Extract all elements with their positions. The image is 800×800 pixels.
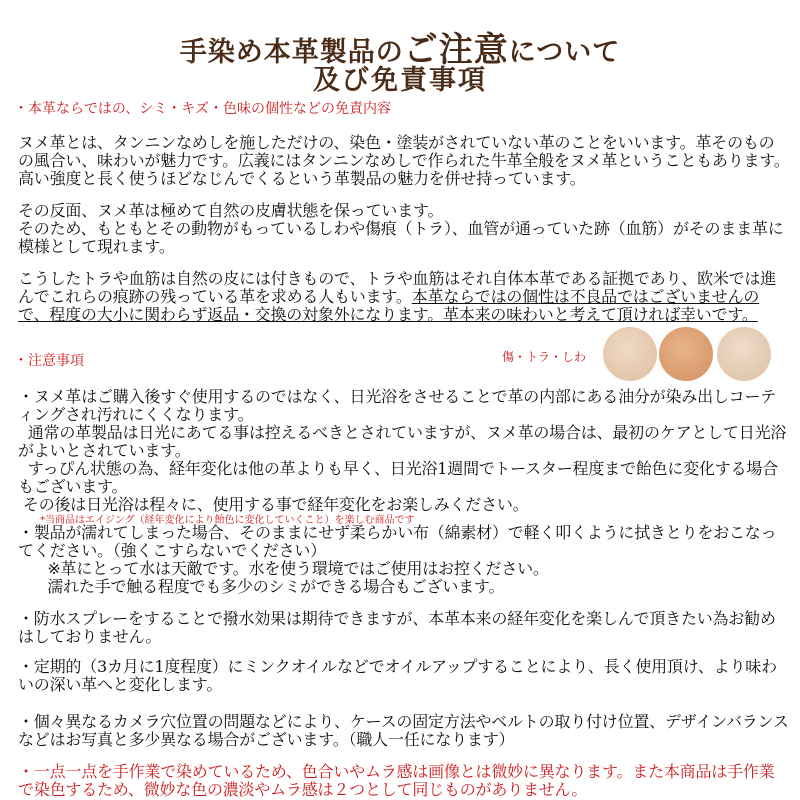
leather-swatch-tora — [659, 327, 713, 381]
note-oil-up: ・定期的（3カ月に1度程度）にミンクオイルなどでオイルアップすることにより、長く使用頂け、より味わいの深い革へと変化します。 — [18, 657, 777, 694]
paragraph-nume-leather: ヌメ革とは、タンニンなめしを施しただけの、染色・塗装がされていない革のことをいいます。革そのものの風合い、味わいが魅力です。広義にはタンニンなめしで作られた牛革全般をヌメ革ということもあります。高い強度と長く使うほどなじんでくるという革製品の魅力を併せ持っています。 — [18, 133, 790, 188]
title-part-3: について — [508, 37, 621, 68]
leather-swatch-scratch — [603, 327, 657, 381]
swatch-label: 傷・トラ・しわ — [502, 350, 587, 364]
page-subtitle: 及び免責事項 — [313, 65, 487, 96]
note-waterproof-spray: ・防水スプレーをすることで撥水効果は期待できますが、本革本来の経年変化を楽しんで頂きたい為お勧めはしておりません。 — [18, 609, 776, 646]
paragraph-natural-skin: その反面、ヌメ革は極めて自然の皮膚状態を保っています。 そのため、もともとその動物がもっているしわや傷痕（トラ）、血管が通っていた跡（血筋）がそのまま革に模様として現れます。 — [18, 201, 784, 256]
section-heading-disclaimer: ・本革ならではの、シミ・キズ・色味の個性などの免責内容 — [14, 101, 392, 117]
section-heading-notes: ・注意事項 — [14, 353, 84, 369]
no-return-notice: 本革ならではの個性は不良品ではございませんので、程度の大小に関わらず返品・交換の対象外になります。革本来の味わいと考えて頂ければ幸いです。 — [18, 287, 760, 324]
paragraph-tora-text: こうしたトラや血筋は自然の皮には付きもので、トラや血筋はそれ自体本革である証拠であり、欧米では進んでこれらの痕跡の残っている革を求める人もいます。 — [18, 269, 777, 306]
paragraph-tora-veins — [18, 270, 790, 324]
note-sunbathing: ・ヌメ革はご購入後すぐ使用するのではなく、日光浴をさせることで革の内部にある油分が染み出しコーティングされ汚れにくくなります。 通常の革製品は日光にあてる事は控えるべきとされていますが、ヌメ革の場合は、最初のケアとして日光浴がよいとされています。 すっぴん状態の為、経年変化は他の革よりも早く、日光浴1週間でトースター程度まで飴色に変化する場合もございます。 その後は日光浴は程々に、使用する事で経年変化をお楽しみください。 — [18, 387, 787, 514]
note-camera-hole: ・個々異なるカメラ穴位置の問題などにより、ケースの固定方法やベルトの取り付け位置、デザインバランスなどはお写真と多少異なる場合がございます。（職人一任になります） — [18, 712, 789, 749]
leather-swatch-wrinkle — [717, 327, 771, 381]
title-part-1: 手染め本革製品の — [179, 37, 404, 68]
title-emphasis: ご注意 — [403, 30, 509, 70]
note-handmade-dye: ・一点一点を手作業で染めているため、色合いやムラ感は画像とは微妙に異なります。また本商品は手作業で染色するため、微妙な色の濃淡やムラ感は２つとして同じものがありません。 — [18, 762, 775, 799]
note-wet-product: ・製品が濡れてしまった場合、そのままにせず柔らかい布（綿素材）で軽く叩くように拭きとりをおこなってください。（強くこすらないでください） ※革にとって水は天敵です。水を使う環境ではご使用はお控ください。 濡れた手で触る程度でも多少のシミができる場合もございます。 — [18, 523, 777, 596]
aging-note: *当商品はエイジング（経年変化により飴色に変化していくこと）を楽しむ商品です — [40, 515, 415, 526]
